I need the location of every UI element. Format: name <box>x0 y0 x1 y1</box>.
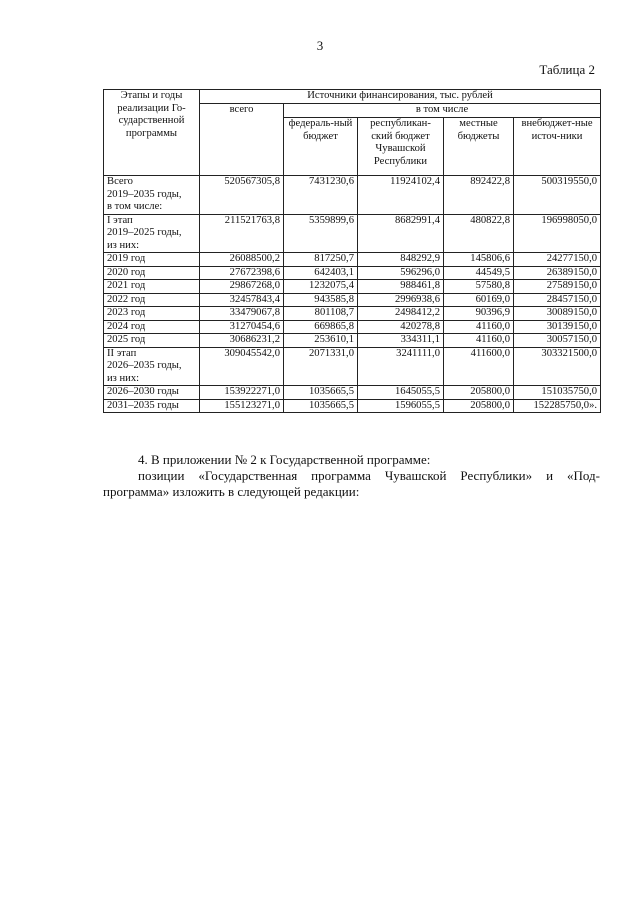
header-including: в том числе <box>284 104 601 118</box>
row-label <box>104 347 200 386</box>
value-total: 211521763,8 <box>200 214 284 253</box>
table-row <box>104 386 601 400</box>
value-total: 155123271,0 <box>200 399 284 413</box>
value-federal: 1035665,5 <box>284 386 358 400</box>
value-local: 145806,6 <box>444 253 514 267</box>
value-offbudget: 30139150,0 <box>514 320 601 334</box>
financing-table <box>103 89 601 413</box>
row-label-line: 2019–2025 годы, <box>107 227 182 238</box>
row-label <box>104 293 200 307</box>
table-row <box>104 399 601 413</box>
value-offbudget: 27589150,0 <box>514 280 601 294</box>
value-federal: 1232075,4 <box>284 280 358 294</box>
table-row <box>104 334 601 348</box>
value-local: 205800,0 <box>444 386 514 400</box>
row-label-line: 2019 год <box>107 253 146 264</box>
row-label-line: II этап <box>107 347 137 359</box>
header-local: местные бюджеты <box>444 118 514 176</box>
value-republican: 2498412,2 <box>358 307 444 321</box>
row-label-line: 2031–2035 годы <box>107 399 179 411</box>
value-offbudget: 26389150,0 <box>514 266 601 280</box>
row-label-line: Всего <box>107 176 133 187</box>
value-local: 57580,8 <box>444 280 514 294</box>
value-total: 520567305,8 <box>200 176 284 215</box>
table-row <box>104 214 601 253</box>
table-row <box>104 280 601 294</box>
value-republican: 334311,1 <box>358 334 444 348</box>
value-offbudget: 152285750,0». <box>514 399 601 413</box>
value-total: 29867268,0 <box>200 280 284 294</box>
row-label <box>104 386 200 400</box>
row-label <box>104 176 200 215</box>
value-local: 41160,0 <box>444 334 514 348</box>
row-label <box>104 307 200 321</box>
value-republican: 3241111,0 <box>358 347 444 386</box>
row-label <box>104 266 200 280</box>
value-republican: 1645055,5 <box>358 386 444 400</box>
value-federal: 943585,8 <box>284 293 358 307</box>
value-republican: 596296,0 <box>358 266 444 280</box>
value-total: 32457843,4 <box>200 293 284 307</box>
value-local: 90396,9 <box>444 307 514 321</box>
value-republican: 420278,8 <box>358 320 444 334</box>
paragraph-item-4: 4. В приложении № 2 к Государственной программе: <box>138 452 431 467</box>
value-total: 26088500,2 <box>200 253 284 267</box>
value-federal: 801108,7 <box>284 307 358 321</box>
row-label-line: 2022 год <box>107 293 146 305</box>
value-offbudget: 151035750,0 <box>514 386 601 400</box>
table-caption: Таблица 2 <box>539 62 595 77</box>
header-federal: федераль-ный бюджет <box>284 118 358 176</box>
value-federal: 253610,1 <box>284 334 358 348</box>
row-label-line: I этап <box>107 214 133 226</box>
row-label <box>104 280 200 294</box>
value-federal: 1035665,5 <box>284 399 358 413</box>
value-federal: 817250,7 <box>284 253 358 267</box>
value-republican: 2996938,6 <box>358 293 444 307</box>
value-local: 41160,0 <box>444 320 514 334</box>
value-offbudget: 500319550,0 <box>514 176 601 215</box>
row-label-line: из них: <box>107 239 140 251</box>
value-republican: 11924102,4 <box>358 176 444 215</box>
value-total: 30686231,2 <box>200 334 284 348</box>
row-label <box>104 334 200 348</box>
value-republican: 8682991,4 <box>358 214 444 253</box>
value-offbudget: 24277150,0 <box>514 253 601 267</box>
value-total: 309045542,0 <box>200 347 284 386</box>
row-label-line: 2020 год <box>107 266 146 278</box>
page-number: 3 <box>316 38 324 53</box>
table-row <box>104 253 601 267</box>
value-republican: 1596055,5 <box>358 399 444 413</box>
table-row <box>104 293 601 307</box>
table-row <box>104 307 601 321</box>
row-label-line: 2023 год <box>107 307 146 318</box>
value-federal: 7431230,6 <box>284 176 358 215</box>
table-row <box>104 266 601 280</box>
value-federal: 2071331,0 <box>284 347 358 386</box>
value-republican: 848292,9 <box>358 253 444 267</box>
row-label <box>104 399 200 413</box>
row-label <box>104 253 200 267</box>
value-total: 153922271,0 <box>200 386 284 400</box>
value-total: 31270454,6 <box>200 320 284 334</box>
header-sources: Источники финансирования, тыс. рублей <box>200 90 601 104</box>
header-stages: Этапы и годы реализации Го-сударственной программы <box>104 90 200 176</box>
value-local: 44549,5 <box>444 266 514 280</box>
value-offbudget: 30057150,0 <box>514 334 601 348</box>
row-label-line: 2024 год <box>107 320 146 332</box>
value-total: 27672398,6 <box>200 266 284 280</box>
row-label-line: 2021 год <box>107 280 146 291</box>
row-label-line: 2026–2035 годы, <box>107 360 182 371</box>
value-offbudget: 30089150,0 <box>514 307 601 321</box>
value-federal: 669865,8 <box>284 320 358 334</box>
value-total: 33479067,8 <box>200 307 284 321</box>
value-local: 60169,0 <box>444 293 514 307</box>
value-republican: 988461,8 <box>358 280 444 294</box>
value-local: 205800,0 <box>444 399 514 413</box>
table-row <box>104 347 601 386</box>
value-offbudget: 303321500,0 <box>514 347 601 386</box>
value-local: 892422,8 <box>444 176 514 215</box>
header-total: всего <box>200 104 284 176</box>
row-label-line: в том числе: <box>107 201 163 212</box>
row-label <box>104 214 200 253</box>
value-local: 480822,8 <box>444 214 514 253</box>
header-republican: республикан-ский бюджет Чувашской Республики <box>358 118 444 176</box>
value-offbudget: 196998050,0 <box>514 214 601 253</box>
value-local: 411600,0 <box>444 347 514 386</box>
header-offbudget: внебюджет-ные источ-ники <box>514 118 601 176</box>
table-row <box>104 176 601 215</box>
value-federal: 5359899,6 <box>284 214 358 253</box>
value-federal: 642403,1 <box>284 266 358 280</box>
row-label-line: 2025 год <box>107 334 146 345</box>
row-label-line: 2026–2030 годы <box>107 386 179 397</box>
row-label-line: из них: <box>107 372 140 384</box>
table-row <box>104 320 601 334</box>
row-label <box>104 320 200 334</box>
paragraph-instruction: позиции «Государственная программа Чувашской Республики» и «Под-программа» изложить в следующей редакции: <box>103 468 600 499</box>
row-label-line: 2019–2035 годы, <box>107 188 182 200</box>
value-offbudget: 28457150,0 <box>514 293 601 307</box>
